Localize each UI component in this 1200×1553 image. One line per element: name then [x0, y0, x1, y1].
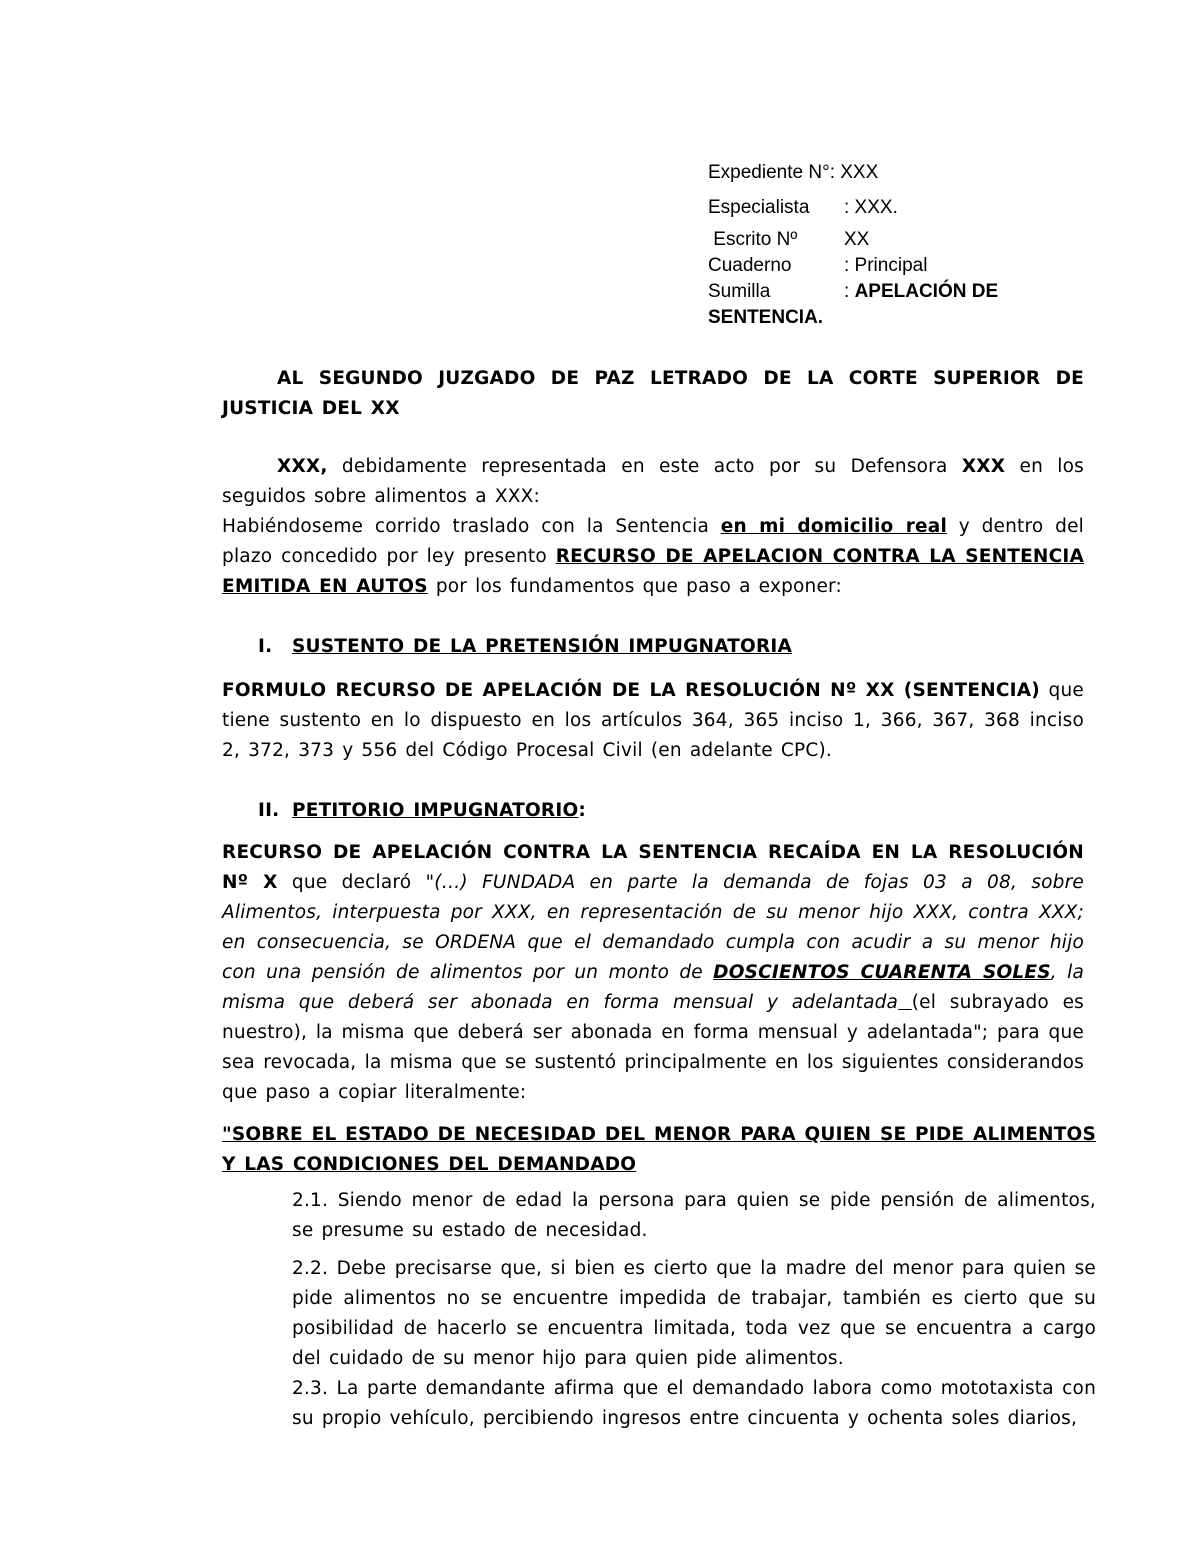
section-2-lead: RECURSO DE APELACIÓN CONTRA LA SENTENCIA RECAÍDA EN LA RESOLUCIÓN Nº X — [222, 842, 1084, 893]
considerandos-list — [292, 1186, 1096, 1434]
section-2-title: PETITORIO IMPUGNATORIO — [292, 800, 579, 821]
sumilla-sep: : — [844, 281, 855, 302]
domicilio-emphasis: en mi domicilio real — [720, 516, 948, 537]
section-2-number: II. — [258, 800, 280, 821]
section-2-paragraph — [222, 838, 1084, 1108]
header-sumilla-cont — [708, 305, 1108, 331]
cuaderno-value: : Principal — [844, 255, 928, 276]
section-2-text-1: que declaró — [277, 872, 426, 893]
considerandos-subheading: "SOBRE EL ESTADO DE NECESIDAD DEL MENOR PARA QUIEN SE PIDE ALIMENTOS Y LAS CONDICIONES DEL DEMANDADO — [222, 1124, 1096, 1175]
expediente-value: : XXX — [829, 162, 879, 183]
addressee: AL SEGUNDO JUZGADO DE PAZ LETRADO DE LA CORTE SUPERIOR DE JUSTICIA DEL XX — [222, 368, 1084, 419]
sumilla-value-1: APELACIÓN DE — [854, 281, 999, 302]
section-2-colon: : — [578, 800, 586, 821]
defensora-name: XXX — [961, 456, 1006, 477]
section-1-number: I. — [258, 636, 273, 657]
header-escrito — [708, 227, 1108, 253]
intro-text-2: en los seguidos sobre alimentos a XXX: — [222, 456, 1084, 507]
pension-amount: DOSCIENTOS CUARENTA SOLES — [713, 962, 1051, 983]
escrito-value: XX — [844, 229, 870, 250]
section-2-quote-1: "(…) FUNDADA en parte la demanda de fojas 03 a 08, sobre Alimentos, interpuesta por XXX, en representación de su menor hijo XXX, contra XXX; en consecuencia, se ORDENA que el demandado cumpla con acudir a su menor hijo con una pensión de alimentos por un monto de — [222, 872, 1085, 983]
recurso-emphasis: RECURSO DE APELACION CONTRA LA SENTENCIA EMITIDA EN AUTOS — [222, 546, 1084, 597]
intro-text-1: debidamente representada en este acto por su Defensora — [327, 456, 962, 477]
list-item: 2.2. Debe precisarse que, si bien es cierto que la madre del menor para quien se pide alimentos no se encuentre impedida de trabajar, también es cierto que su posibilidad de hacerlo se encuentra limitada, toda vez que se encuentra a cargo del cuidado de su menor hijo para quien pide alimentos. — [292, 1258, 1096, 1369]
sumilla-label: Sumilla — [708, 281, 771, 302]
section-2-text-2: (el subrayado es nuestro), la misma que deberá ser abonada en forma mensual y adelantada"; para que sea revocada, la misma que se sustentó principalmente en los siguientes considerandos que paso a copiar literalmente: — [222, 992, 1085, 1103]
cuaderno-label: Cuaderno — [708, 255, 792, 276]
case-header — [708, 160, 1108, 331]
section-1-paragraph — [222, 676, 1084, 766]
section-2-heading — [258, 796, 1058, 826]
header-cuaderno — [708, 253, 1108, 279]
intro-paragraph — [222, 452, 1084, 602]
header-expediente — [708, 160, 1108, 186]
section-1-title: SUSTENTO DE LA PRETENSIÓN IMPUGNATORIA — [292, 636, 793, 657]
especialista-value: : XXX. — [844, 197, 898, 218]
section-1-heading — [258, 632, 1058, 662]
intro-text-5: por los fundamentos que paso a exponer: — [427, 576, 842, 597]
party-name: XXX, — [277, 456, 328, 477]
intro-text-4: y dentro del plazo concedido por ley presento — [222, 516, 1084, 567]
section-1-text: que tiene sustento en lo dispuesto en los artículos 364, 365 inciso 1, 366, 367, 368 inciso 2, 372, 373 y 556 del Código Procesal Civil (en adelante CPC). — [222, 680, 1084, 761]
intro-text-3: Habiéndoseme corrido traslado con la Sentencia — [222, 516, 721, 537]
expediente-label: Expediente N° — [708, 162, 830, 183]
section-1-lead: FORMULO RECURSO DE APELACIÓN DE LA RESOLUCIÓN Nº XX (SENTENCIA) — [222, 680, 1040, 701]
sumilla-value-2: SENTENCIA. — [708, 307, 824, 328]
section-2-quote-2: , la misma que deberá ser abonada en forma mensual y adelantada — [222, 962, 1085, 1013]
escrito-label: Escrito Nº — [708, 229, 798, 250]
header-sumilla — [708, 279, 1108, 305]
especialista-label: Especialista — [708, 197, 810, 218]
underline-gap — [898, 992, 912, 1013]
header-especialista — [708, 195, 1108, 221]
list-item: 2.3. La parte demandante afirma que el demandado labora como mototaxista con su propio vehículo, percibiendo ingresos entre cincuenta y ochenta soles diarios, — [292, 1378, 1096, 1429]
list-item: 2.1. Siendo menor de edad la persona para quien se pide pensión de alimentos, se presume su estado de necesidad. — [292, 1190, 1096, 1241]
